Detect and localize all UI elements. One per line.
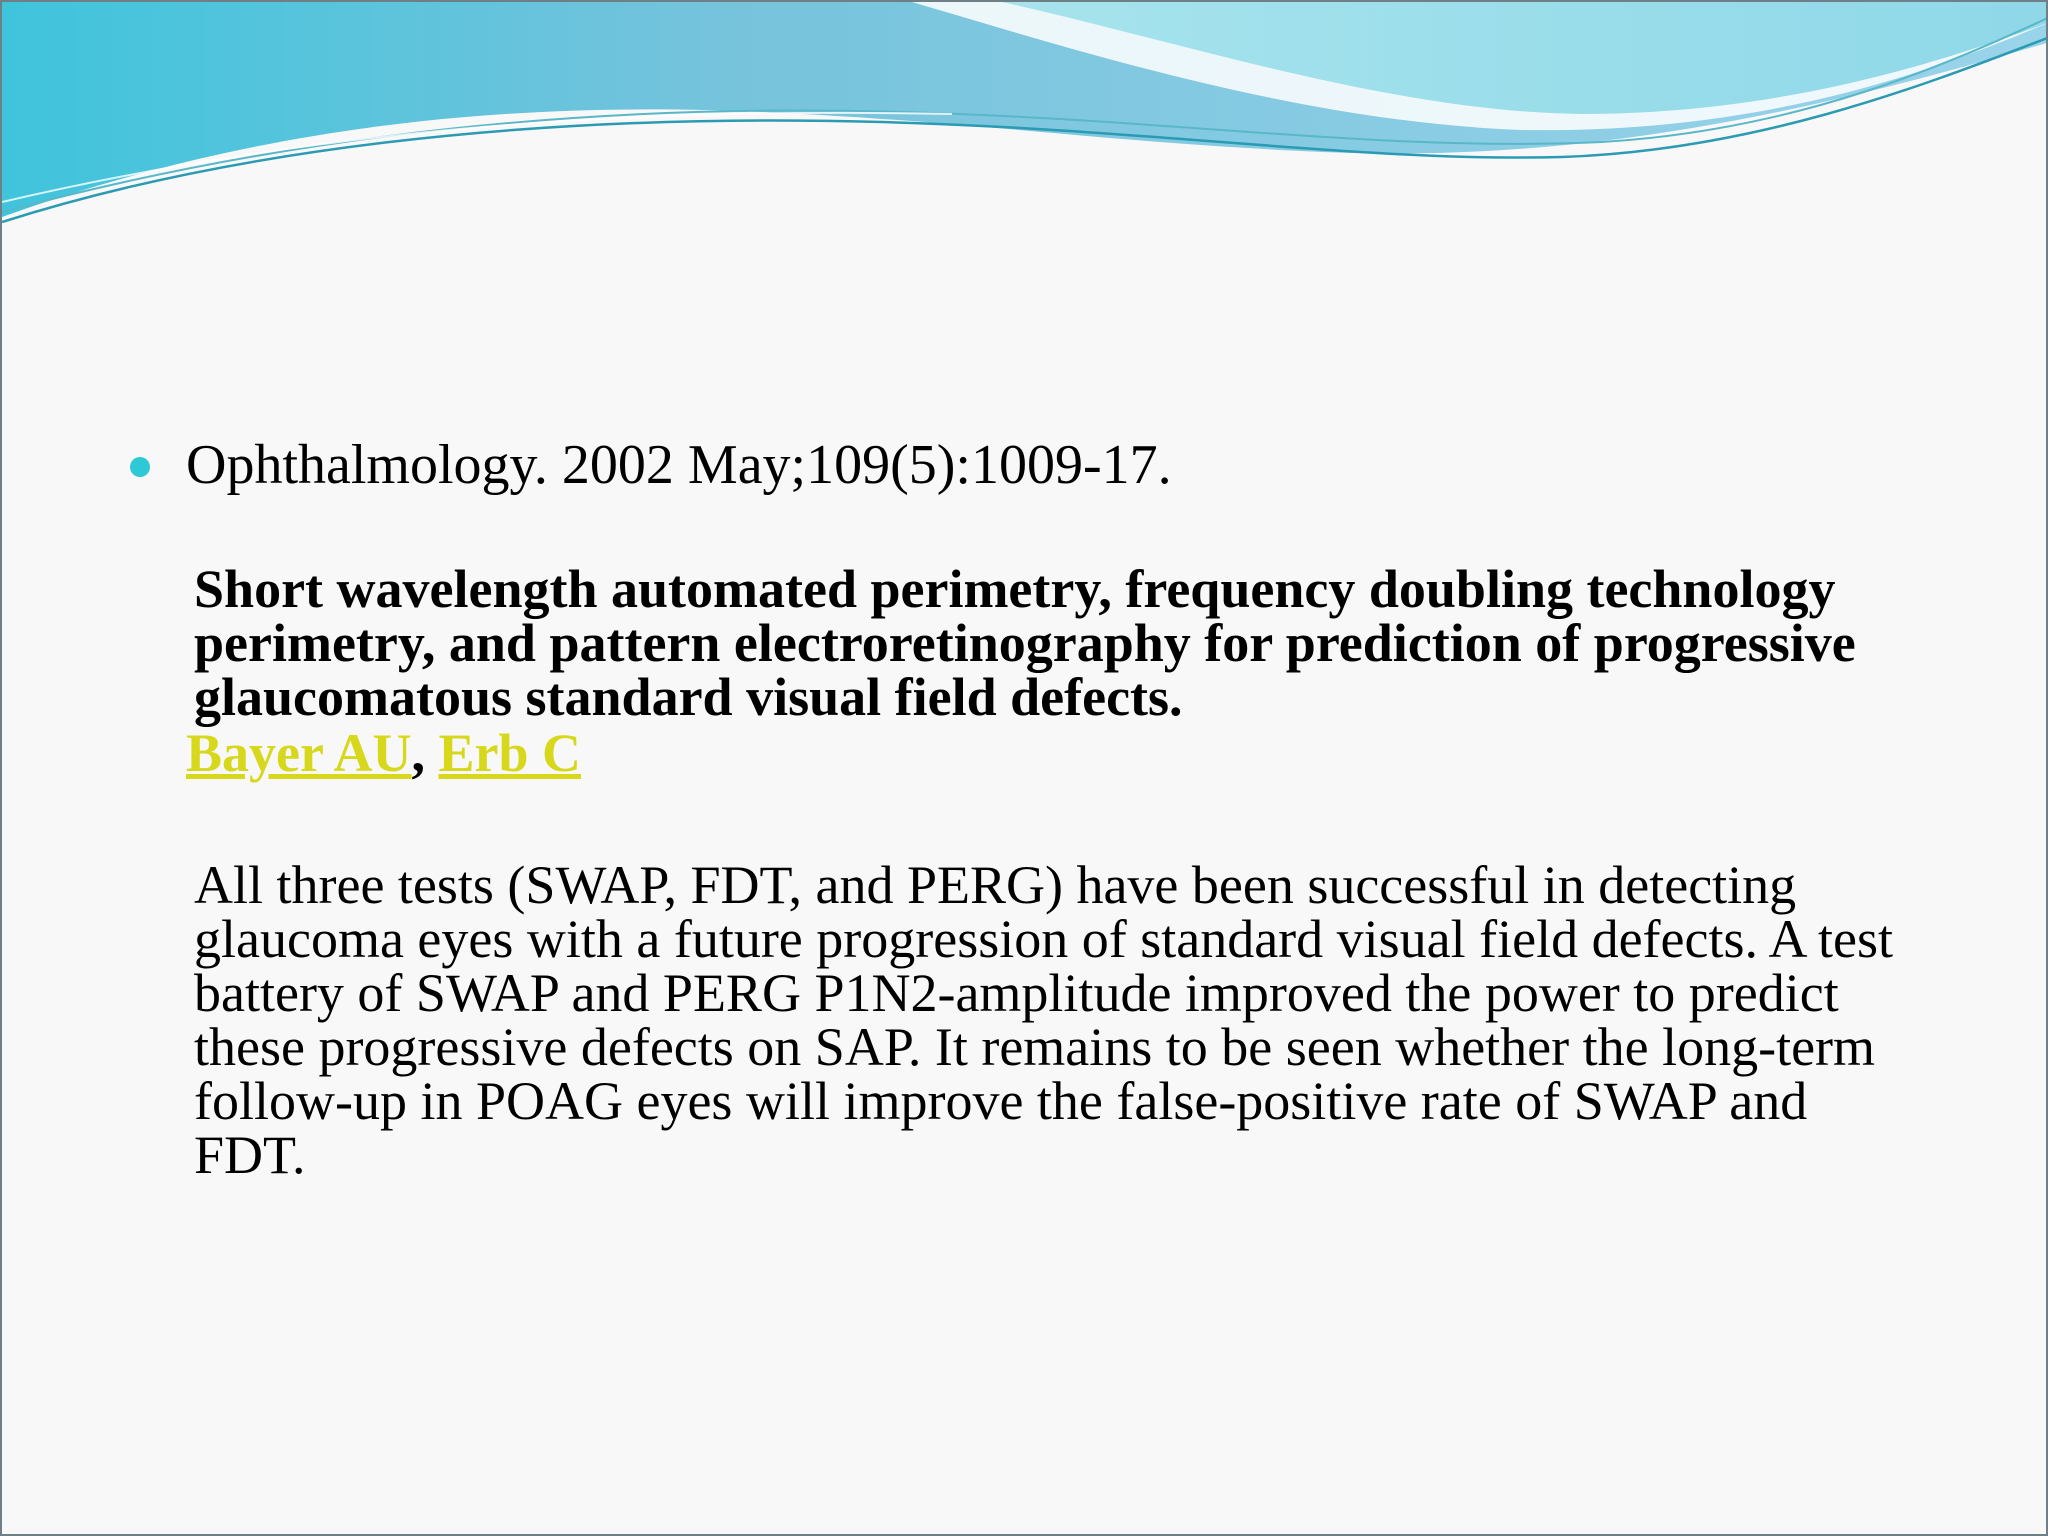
citation-text: Ophthalmology. 2002 May;109(5):1009-17. <box>186 434 1172 496</box>
citation-item <box>186 434 1906 496</box>
slide-content <box>186 434 1906 1185</box>
author-link-bayer[interactable]: Bayer AU <box>186 723 412 783</box>
article-block <box>186 559 1906 783</box>
author-separator: , <box>411 723 439 783</box>
bullet-icon <box>130 457 150 477</box>
header-wave-decoration <box>2 2 2048 242</box>
abstract-text: All three tests (SWAP, FDT, and PERG) have been successful in detecting glaucoma eyes with a future progression of standard visual field defects. A test battery of SWAP and PERG P1N2-amplitude improved the power to predict these progressive defects on SAP. It remains to be seen whether the long-term follow-up in POAG eyes will improve the false-positive rate of SWAP and FDT. <box>194 855 1894 1185</box>
author-link-erb[interactable]: Erb C <box>438 723 582 783</box>
article-title: Short wavelength automated perimetry, frequency doubling technology perimetry, and pattern electroretinography for prediction of progressive glaucomatous standard visual field defects. <box>194 559 1856 727</box>
author-list <box>186 724 1906 782</box>
